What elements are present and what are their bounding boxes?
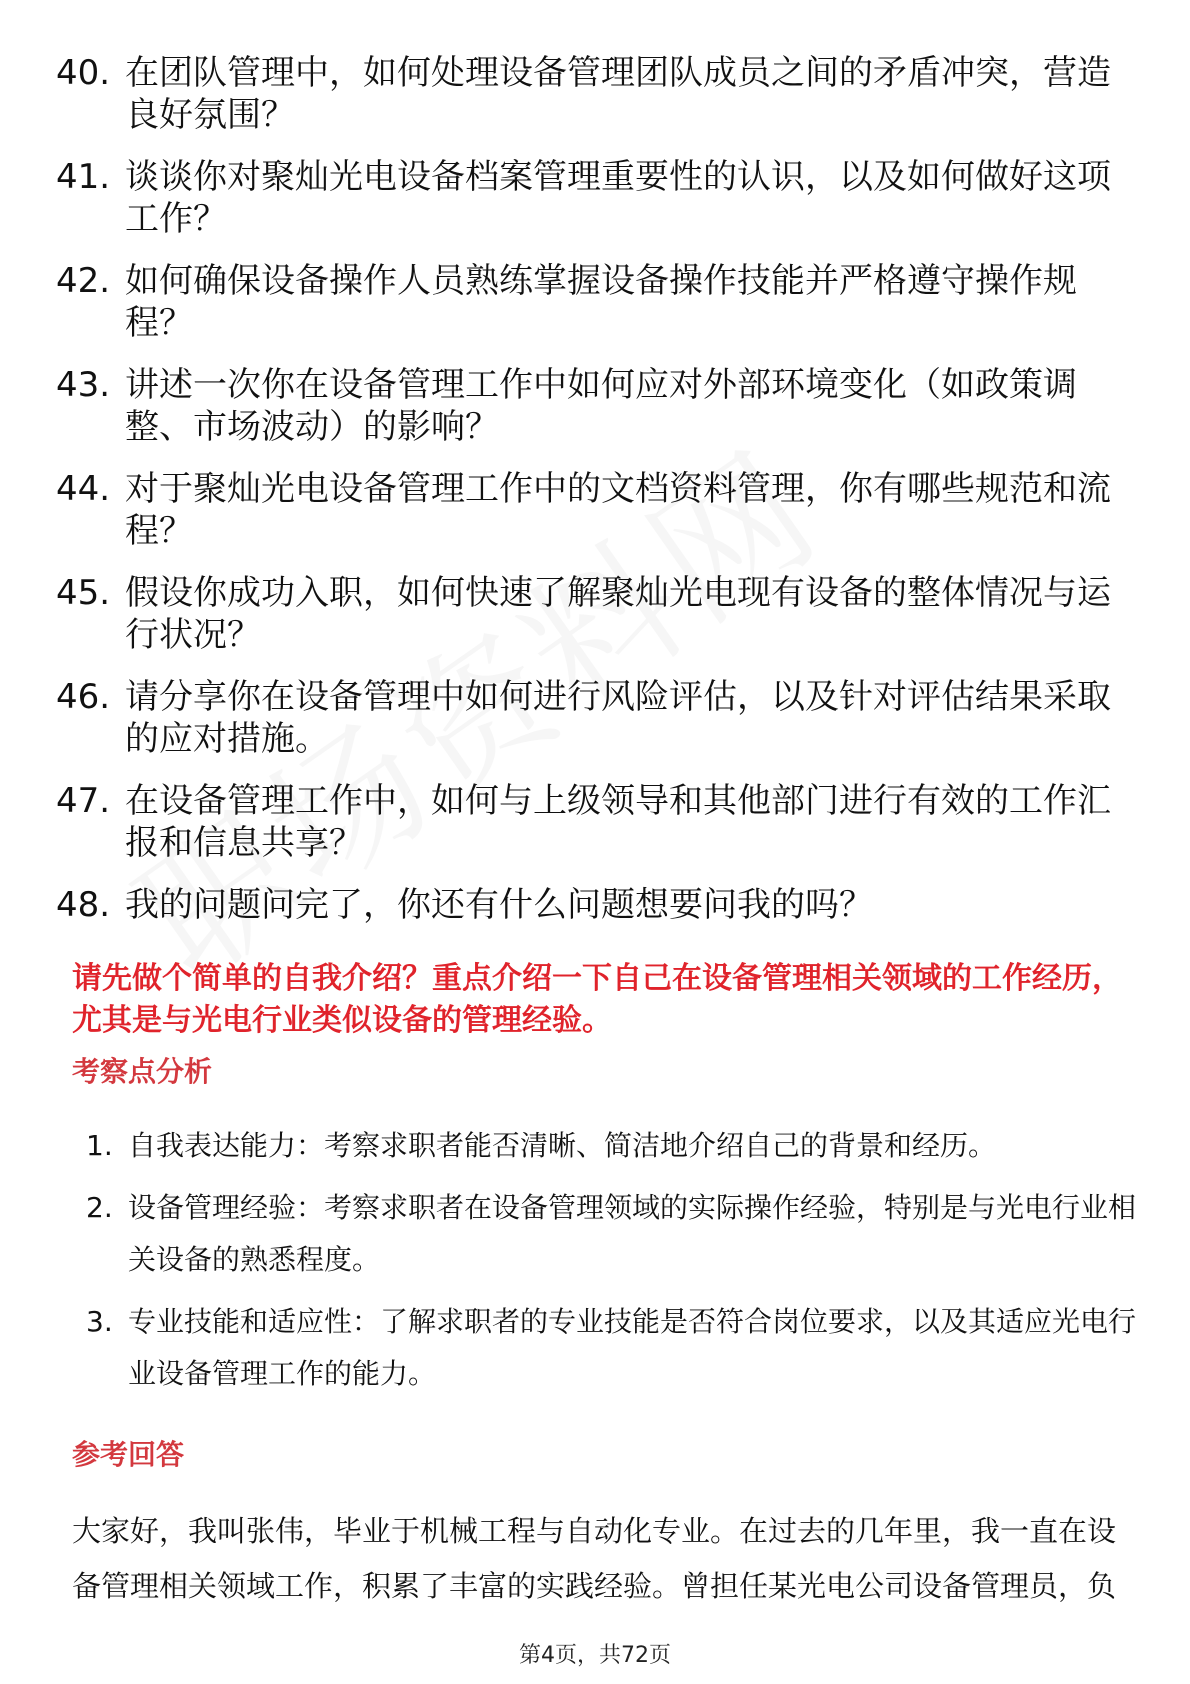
question-item [56, 676, 1136, 760]
analysis-point [86, 1182, 1146, 1286]
analysis-point [86, 1296, 1146, 1400]
question-number: 48. [56, 885, 111, 925]
question-item [56, 780, 1136, 864]
featured-question: 请先做个简单的自我介绍？重点介绍一下自己在设备管理相关领域的工作经历，尤其是与光电行业类似设备的管理经验。 [72, 961, 1122, 1038]
question-number: 42. [56, 261, 111, 301]
question-number: 40. [56, 53, 111, 93]
point-number: 2. [86, 1191, 113, 1224]
question-number: 43. [56, 365, 111, 405]
point-text: 自我表达能力：考察求职者能否清晰、简洁地介绍自己的背景和经历。 [128, 1129, 997, 1162]
question-number: 45. [56, 573, 111, 613]
page-footer: 第4页，共72页 [519, 1643, 671, 1668]
analysis-point [86, 1120, 1146, 1172]
point-number: 1. [86, 1129, 113, 1162]
question-item [56, 260, 1136, 344]
question-number: 46. [56, 677, 111, 717]
question-item [56, 468, 1136, 552]
question-text: 我的问题问完了，你还有什么问题想要问我的吗？ [125, 885, 873, 925]
question-item [56, 52, 1136, 136]
question-item [56, 364, 1136, 448]
question-number: 41. [56, 157, 111, 197]
analysis-heading: 考察点分析 [72, 1055, 213, 1088]
question-text: 讲述一次你在设备管理工作中如何应对外部环境变化（如政策调整、市场波动）的影响？ [125, 365, 1077, 447]
question-text: 如何确保设备操作人员熟练掌握设备操作技能并严格遵守操作规程？ [125, 261, 1077, 343]
point-text: 设备管理经验：考察求职者在设备管理领域的实际操作经验，特别是与光电行业相关设备的熟悉程度。 [128, 1191, 1137, 1276]
analysis-points [86, 1120, 1146, 1410]
question-number: 44. [56, 469, 111, 509]
question-number: 47. [56, 781, 111, 821]
question-item [56, 572, 1136, 656]
question-list [56, 52, 1136, 946]
reference-answer: 大家好，我叫张伟，毕业于机械工程与自动化专业。在过去的几年里，我一直在设备管理相关领域工作，积累了丰富的实践经验。曾担任某光电公司设备管理员，负 [72, 1514, 1117, 1603]
point-text: 专业技能和适应性：了解求职者的专业技能是否符合岗位要求，以及其适应光电行业设备管理工作的能力。 [128, 1305, 1137, 1390]
reference-heading: 参考回答 [72, 1438, 185, 1471]
question-item [56, 884, 1136, 926]
question-item [56, 156, 1136, 240]
question-text: 在团队管理中，如何处理设备管理团队成员之间的矛盾冲突，营造良好氛围？ [125, 53, 1111, 135]
question-text: 对于聚灿光电设备管理工作中的文档资料管理，你有哪些规范和流程？ [125, 469, 1111, 551]
question-text: 谈谈你对聚灿光电设备档案管理重要性的认识，以及如何做好这项工作？ [125, 157, 1111, 239]
question-text: 假设你成功入职，如何快速了解聚灿光电现有设备的整体情况与运行状况？ [125, 573, 1111, 655]
question-text: 请分享你在设备管理中如何进行风险评估，以及针对评估结果采取的应对措施。 [125, 677, 1111, 759]
point-number: 3. [86, 1305, 113, 1338]
question-text: 在设备管理工作中，如何与上级领导和其他部门进行有效的工作汇报和信息共享？ [125, 781, 1111, 863]
